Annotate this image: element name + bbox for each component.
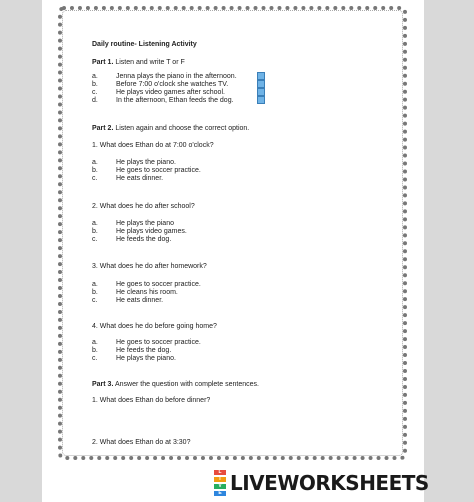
- option-letter: b.: [92, 228, 98, 235]
- part2-instruction: Listen again and choose the correct option.: [115, 125, 250, 132]
- part3-heading: [92, 380, 259, 389]
- part1-item-letter: d.: [92, 97, 98, 104]
- part2-question: 3. What does he do after homework?: [92, 263, 207, 270]
- part1-item-letter: a.: [92, 73, 98, 80]
- option-letter: a.: [92, 159, 98, 166]
- part2-question: 4. What does he do before going home?: [92, 323, 217, 330]
- option-text[interactable]: He goes to soccer practice.: [116, 339, 201, 346]
- badge-letter: L: [214, 470, 226, 475]
- liveworksheets-logo: [214, 469, 429, 497]
- part3-question: 1. What does Ethan do before dinner?: [92, 397, 211, 404]
- part2-heading: [92, 124, 249, 133]
- option-letter: a.: [92, 339, 98, 346]
- option-text[interactable]: He goes to soccer practice.: [116, 281, 201, 288]
- option-text[interactable]: He eats dinner.: [116, 297, 164, 304]
- part3-instruction: Answer the question with complete sentences.: [114, 381, 259, 388]
- option-letter: a.: [92, 281, 98, 288]
- part1-item-text: Jenna plays the piano in the afternoon.: [116, 73, 237, 80]
- option-text[interactable]: He feeds the dog.: [116, 347, 172, 354]
- part3-label: Part 3.: [92, 381, 114, 388]
- option-text[interactable]: He plays the piano: [116, 220, 174, 227]
- part1-heading: [92, 58, 185, 67]
- part1-item-letter: b.: [92, 81, 98, 88]
- option-text[interactable]: He goes to soccer practice.: [116, 167, 201, 174]
- brand-name: LIVEWORKSHEETS: [230, 471, 429, 495]
- badge-letter: E: [214, 491, 226, 496]
- option-letter: c.: [92, 297, 98, 304]
- option-letter: c.: [92, 236, 98, 243]
- part2-question: 1. What does Ethan do at 7:00 o'clock?: [92, 142, 214, 149]
- answer-box-b[interactable]: [257, 80, 265, 88]
- option-text[interactable]: He plays video games.: [116, 228, 187, 235]
- option-text[interactable]: He feeds the dog.: [116, 236, 172, 243]
- part2-label: Part 2.: [92, 125, 114, 132]
- logo-badge-icon: [214, 470, 226, 496]
- part2-question: 2. What does he do after school?: [92, 203, 195, 210]
- part1-item-text: Before 7:00 o'clock she watches TV.: [116, 81, 229, 88]
- badge-letter: V: [214, 484, 226, 489]
- option-text[interactable]: He plays the piano.: [116, 159, 176, 166]
- option-letter: c.: [92, 355, 98, 362]
- option-letter: c.: [92, 175, 98, 182]
- part3-question: 2. What does Ethan do at 3:30?: [92, 439, 191, 446]
- option-text[interactable]: He eats dinner.: [116, 175, 164, 182]
- option-text[interactable]: He cleans his room.: [116, 289, 178, 296]
- part1-item-letter: c.: [92, 89, 98, 96]
- part1-item-text: In the afternoon, Ethan feeds the dog.: [116, 97, 234, 104]
- worksheet-title: Daily routine- Listening Activity: [92, 41, 197, 48]
- part1-label: Part 1.: [92, 59, 114, 66]
- option-letter: a.: [92, 220, 98, 227]
- option-letter: b.: [92, 289, 98, 296]
- option-text[interactable]: He plays the piano.: [116, 355, 176, 362]
- option-letter: b.: [92, 347, 98, 354]
- badge-letter: I: [214, 477, 226, 482]
- answer-box-a[interactable]: [257, 72, 265, 80]
- option-letter: b.: [92, 167, 98, 174]
- part1-instruction: Listen and write T or F: [115, 59, 185, 66]
- part1-item-text: He plays video games after school.: [116, 89, 225, 96]
- answer-box-c[interactable]: [257, 88, 265, 96]
- answer-box-d[interactable]: [257, 96, 265, 104]
